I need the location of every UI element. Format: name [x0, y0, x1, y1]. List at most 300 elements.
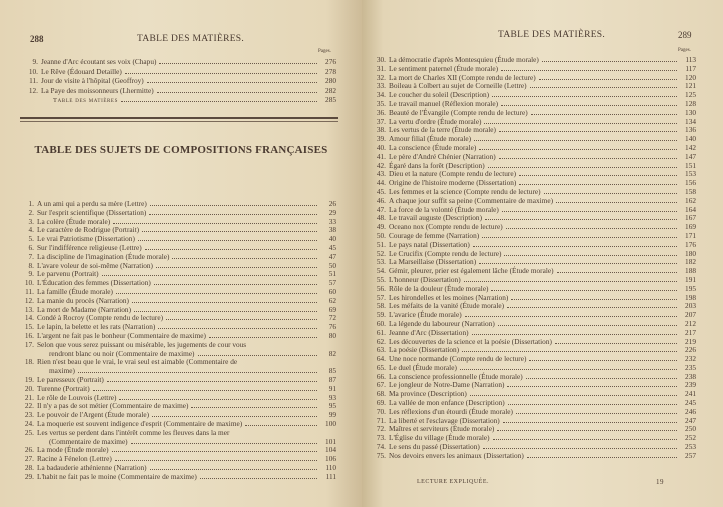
item-title: La famille (Étude morale) — [37, 286, 113, 296]
item-title: Rôle de la douleur (Étude morale) — [389, 283, 489, 293]
dot-leader — [159, 63, 317, 64]
dot-leader — [556, 202, 677, 203]
dot-leader — [519, 175, 677, 176]
item-page: 253 — [685, 442, 696, 452]
item-page: 282 — [325, 85, 336, 95]
dot-leader — [503, 422, 677, 423]
item-number: 23. — [24, 410, 34, 420]
dot-leader — [482, 237, 677, 238]
item-title: Sur l'esprit scientifique (Dissertation) — [37, 207, 147, 217]
dot-leader — [507, 307, 677, 308]
dot-leader — [504, 255, 677, 256]
item-title: La discipline de l'imagination (Étude morale) — [37, 251, 170, 261]
item-number: 27. — [24, 454, 34, 464]
item-number: 1. — [28, 199, 34, 208]
item-page: 85 — [328, 366, 336, 376]
item-title: Le lapin, la belette et les rats (Narration) — [37, 322, 156, 332]
signature-number: 19 — [656, 478, 664, 486]
item-title: Sur l'indifférence religieuse (Lettre) — [37, 242, 142, 252]
item-page: 91 — [328, 383, 336, 393]
item-title: Le travail auguste (Description) — [389, 213, 482, 223]
item-title-continued: (Commentaire de maxime) — [49, 436, 128, 446]
item-title: Les vertus se perdent dans l'intérêt comme les fleuves dans la mer — [37, 427, 230, 437]
item-page: 45 — [328, 242, 336, 252]
item-number: 2. — [28, 207, 34, 217]
dot-leader — [493, 439, 677, 440]
item-title: La manie du procès (Narration) — [37, 295, 129, 305]
dot-leader — [125, 73, 317, 74]
item-number: 55. — [376, 274, 386, 284]
item-page: 134 — [685, 116, 696, 126]
item-number: 8. — [28, 260, 34, 270]
item-title: Le parvenu (Portrait) — [37, 269, 99, 279]
item-page: 60 — [328, 286, 336, 296]
item-number: 68. — [376, 389, 386, 399]
item-title: Le paresseux (Portrait) — [37, 374, 104, 384]
item-page: 26 — [328, 199, 336, 208]
item-title: L'avarice (Étude morale) — [389, 310, 462, 320]
item-title: Courage de femme (Narration) — [389, 230, 480, 240]
subjects-list-continued — [372, 56, 696, 461]
dot-leader — [499, 158, 677, 159]
item-title: Une noce normande (Compte rendu de lecture) — [389, 354, 527, 364]
item-title: La poésie (Dissertation) — [389, 345, 460, 355]
item-page: 93 — [328, 392, 336, 402]
dot-leader — [166, 319, 317, 320]
item-page: 245 — [685, 398, 696, 408]
item-title: Les méfaits de la vanité (Étude morale) — [389, 301, 505, 311]
item-number: 47. — [376, 204, 386, 214]
item-page: 106 — [325, 454, 336, 464]
item-title: Les vertus de la terre (Étude morale) — [389, 125, 496, 135]
dot-leader — [460, 369, 677, 370]
item-title: La vertu d'ordre (Étude morale) — [389, 116, 482, 126]
dot-leader — [157, 92, 317, 93]
item-page: 247 — [685, 415, 696, 425]
item-number: 40. — [376, 142, 386, 152]
item-page: 117 — [685, 63, 696, 73]
item-page: 50 — [328, 260, 336, 270]
item-number: 10. — [24, 278, 34, 288]
item-title: Maîtres et serviteurs (Étude morale) — [389, 424, 495, 434]
item-page: 167 — [685, 213, 696, 223]
item-number: 24. — [24, 418, 34, 428]
dot-leader — [152, 416, 317, 417]
item-title: La Marseillaise (Dissertation) — [389, 257, 477, 267]
item-title: La mort de Madame (Narration) — [37, 304, 132, 314]
item-page: 40 — [328, 234, 336, 244]
item-title: Le jongleur de Notre-Dame (Narration) — [389, 380, 505, 390]
dot-leader — [145, 249, 317, 250]
item-number: 45. — [376, 186, 386, 196]
dot-leader — [138, 240, 317, 241]
dot-leader — [492, 96, 677, 97]
item-title: L'habit ne fait pas le moine (Commentaire de maxime) — [37, 471, 197, 481]
dot-leader — [156, 267, 317, 268]
item-number: 36. — [376, 107, 386, 117]
dot-leader — [158, 328, 317, 329]
item-number: 16. — [24, 330, 34, 340]
item-title: Beauté de l'Évangile (Compte rendu de lecture) — [389, 107, 528, 117]
item-number: 53. — [376, 257, 386, 267]
item-number: 7. — [28, 251, 34, 261]
item-title: Jeanne d'Arc (Dissertation) — [389, 327, 469, 337]
item-title: Table des matières — [53, 97, 118, 104]
item-page: 238 — [685, 371, 696, 381]
item-page: 82 — [328, 348, 336, 358]
item-number: 11. — [25, 286, 34, 296]
item-number: 60. — [376, 318, 386, 328]
item-number: 12. — [24, 295, 34, 305]
item-title: Le sens du passé (Dissertation) — [389, 442, 480, 452]
item-page: 276 — [325, 57, 336, 66]
item-number: 26. — [24, 445, 34, 455]
item-page: 147 — [685, 151, 696, 161]
item-number: 48. — [376, 213, 386, 223]
item-number: 15. — [24, 322, 34, 332]
item-title: Selon que vous serez puissant ou misérable, les jugements de cour vous — [37, 339, 247, 349]
dot-leader — [147, 82, 317, 83]
item-title: Condé à Rocroy (Compte rendu de lecture) — [37, 313, 164, 323]
dot-leader — [484, 123, 677, 124]
item-page: 101 — [325, 436, 336, 446]
item-page: 113 — [685, 55, 696, 64]
item-page: 176 — [685, 239, 696, 249]
item-page: 142 — [685, 142, 696, 152]
item-title: Il n'y a pas de sot métier (Commentaire de maxime) — [37, 401, 189, 411]
item-number: 72. — [376, 424, 386, 434]
item-page: 80 — [328, 330, 336, 340]
item-page: 252 — [685, 433, 696, 443]
item-title: Dieu et la nature (Compte rendu de lecture) — [389, 169, 517, 179]
item-title: Oceano nox (Compte rendu de lecture) — [389, 222, 503, 232]
item-page: 120 — [685, 72, 696, 82]
dot-leader — [529, 360, 677, 361]
divider — [20, 121, 338, 122]
dot-leader — [198, 355, 318, 356]
dot-leader — [472, 334, 677, 335]
page-number: 288 — [30, 34, 44, 44]
item-title: L'avare voleur de soi-même (Narration) — [37, 260, 153, 270]
item-page: 162 — [685, 195, 696, 205]
list-item — [24, 86, 336, 96]
item-page: 130 — [685, 107, 696, 117]
item-page: 153 — [685, 169, 696, 179]
item-number: 69. — [376, 398, 386, 408]
item-title: Rien n'est beau que le vrai, le vrai seul est aimable (Commentaire de — [37, 357, 238, 367]
item-number: 74. — [376, 442, 386, 452]
item-title: Les femmes et la science (Compte rendu de lecture) — [389, 186, 541, 196]
item-page: 226 — [685, 345, 696, 355]
item-number: 59. — [376, 310, 386, 320]
item-title: La Paye des moissonneurs (Lhermitte) — [41, 85, 154, 95]
item-title: Les découvertes de la science et la poésie (Dissertation) — [389, 336, 552, 346]
dot-leader — [483, 448, 677, 449]
item-number: 9. — [32, 57, 38, 66]
signature-mark: LECTURE EXPLIQUÉE. — [417, 479, 489, 485]
item-title: L'Église du village (Étude morale) — [389, 433, 490, 443]
subjects-list — [20, 200, 336, 482]
item-number: 66. — [376, 371, 386, 381]
dot-leader — [149, 214, 317, 215]
item-title: Le Rêve (Édouard Detaille) — [41, 66, 122, 76]
item-title: L'argent ne fait pas le bonheur (Commentaire de maxime) — [37, 330, 206, 340]
item-title: Le sentiment paternel (Étude morale) — [389, 63, 499, 73]
item-title: L'Éducation des femmes (Dissertation) — [37, 278, 151, 288]
dot-leader — [542, 61, 677, 62]
item-title: Le caractère de Rodrigue (Portrait) — [37, 225, 140, 235]
item-number: 13. — [24, 304, 34, 314]
item-number: 41. — [376, 151, 386, 161]
item-number: 32. — [376, 72, 386, 82]
item-number: 14. — [24, 313, 34, 323]
dot-leader — [121, 101, 317, 102]
item-title: La conscience (Étude morale) — [389, 142, 477, 152]
item-title: Le père d'André Chénier (Narration) — [389, 151, 496, 161]
item-number: 34. — [376, 90, 386, 100]
item-title: Le pays natal (Dissertation) — [389, 239, 470, 249]
item-number: 54. — [376, 266, 386, 276]
item-title: Turenne (Portrait) — [37, 383, 90, 393]
item-page: 171 — [685, 230, 696, 240]
item-number: 39. — [376, 134, 386, 144]
item-page: 203 — [685, 301, 696, 311]
item-number: 75. — [376, 450, 386, 460]
running-head: TABLE DES MATIÈRES. — [137, 34, 245, 44]
dot-leader — [134, 311, 317, 312]
item-number: 5. — [28, 234, 34, 244]
divider — [20, 117, 338, 119]
item-number: 67. — [376, 380, 386, 390]
item-page: 212 — [685, 318, 696, 328]
item-page: 285 — [325, 95, 336, 104]
item-number: 61. — [376, 327, 386, 337]
pages-label: Pages. — [678, 48, 691, 53]
item-page: 125 — [685, 90, 696, 100]
item-number: 46. — [376, 195, 386, 205]
item-title: Racine à Fénelon (Lettre) — [37, 454, 112, 464]
item-page: 57 — [328, 278, 336, 288]
item-number: 51. — [376, 239, 386, 249]
item-page: 217 — [685, 327, 696, 337]
item-number: 31. — [376, 63, 386, 73]
item-page: 188 — [685, 266, 696, 276]
running-head: TABLE DES MATIÈRES. — [498, 30, 606, 40]
item-title: Amour filial (Étude morale) — [389, 134, 472, 144]
item-title: Le vrai Patriotisme (Dissertation) — [37, 234, 135, 244]
item-number: 29. — [24, 471, 34, 481]
item-page: 246 — [685, 406, 696, 416]
item-title: Le duel (Étude morale) — [389, 362, 457, 372]
item-page: 128 — [685, 98, 696, 108]
item-number: 25. — [24, 427, 34, 437]
item-number: 50. — [376, 230, 386, 240]
item-title-continued: rendront blanc ou noir (Commentaire de maxime) — [49, 348, 195, 358]
dot-leader — [557, 272, 677, 273]
dot-leader — [488, 167, 677, 168]
item-title: Le pouvoir de l'Argent (Étude morale) — [37, 410, 150, 420]
dot-leader — [527, 457, 677, 458]
item-number: 20. — [24, 383, 34, 393]
item-number: 22. — [24, 401, 34, 411]
item-number: 35. — [376, 98, 386, 108]
item-number: 38. — [376, 125, 386, 135]
item-title: Jeanne d'Arc écoutant ses voix (Chapu) — [41, 57, 157, 66]
dot-leader — [499, 131, 677, 132]
item-page: 198 — [685, 292, 696, 302]
item-page: 257 — [685, 450, 696, 460]
item-number: 30. — [376, 55, 386, 64]
item-title: Le coucher du soleil (Description) — [389, 90, 490, 100]
dot-leader — [491, 290, 677, 291]
item-page: 219 — [685, 336, 696, 346]
dot-leader — [531, 114, 677, 115]
item-page: 140 — [685, 134, 696, 144]
dot-leader — [191, 407, 317, 408]
item-page: 104 — [325, 445, 336, 455]
dot-leader — [516, 413, 677, 414]
item-number: 65. — [376, 362, 386, 372]
item-title: Les hirondelles et les moines (Narration) — [389, 292, 509, 302]
dot-leader — [530, 87, 677, 88]
item-page: 180 — [685, 248, 696, 258]
item-page: 195 — [685, 283, 696, 293]
dot-leader — [479, 263, 677, 264]
list-item — [24, 67, 336, 77]
item-page: 121 — [685, 81, 696, 91]
item-number: 33. — [376, 81, 386, 91]
dot-leader — [150, 205, 317, 206]
dot-leader — [501, 70, 677, 71]
item-title: La mort de Charles XII (Compte rendu de lecture) — [389, 72, 536, 82]
item-number: 62. — [376, 336, 386, 346]
dot-leader — [485, 219, 677, 220]
dot-leader — [113, 223, 317, 224]
item-title: Ma province (Description) — [389, 389, 467, 399]
item-number: 44. — [376, 178, 386, 188]
dot-leader — [519, 184, 677, 185]
dot-leader — [245, 425, 317, 426]
item-page: 239 — [685, 380, 696, 390]
item-page: 191 — [685, 274, 696, 284]
item-page: 111 — [325, 471, 336, 481]
dot-leader — [150, 469, 317, 470]
item-page: 158 — [685, 186, 696, 196]
item-page: 76 — [328, 322, 336, 332]
item-page: 182 — [685, 257, 696, 267]
item-title: La force de la volonté (Étude morale) — [389, 204, 499, 214]
item-page: 250 — [685, 424, 696, 434]
item-title: Jour de visite à l'hôpital (Geoffroy) — [41, 76, 144, 85]
item-title: Le rôle de Louvois (Lettre) — [37, 392, 117, 402]
item-page: 235 — [685, 362, 696, 372]
dot-leader — [474, 140, 677, 141]
dot-leader — [526, 378, 677, 379]
dot-leader — [497, 430, 677, 431]
dot-leader — [200, 478, 317, 479]
dot-leader — [511, 299, 677, 300]
dot-leader — [555, 343, 677, 344]
item-number: 19. — [24, 374, 34, 384]
item-page: 87 — [328, 374, 336, 384]
item-number: 37. — [376, 116, 386, 126]
item-title: La conscience professionnelle (Étude morale) — [389, 371, 523, 381]
item-number: 9. — [28, 269, 34, 279]
item-title: La démocratie d'après Montesquieu (Étude morale) — [389, 55, 539, 64]
item-page: 51 — [328, 269, 336, 279]
item-title: Nos devoirs envers les animaux (Dissertation) — [389, 450, 524, 460]
item-page: 110 — [325, 462, 336, 472]
item-title: La liberté et l'esclavage (Dissertation) — [389, 415, 500, 425]
item-number: 57. — [376, 292, 386, 302]
item-title: Le Crucifix (Compte rendu de lecture) — [389, 248, 502, 258]
item-number: 63. — [376, 345, 386, 355]
dot-leader — [102, 275, 317, 276]
item-title: Boileau à Colbert au sujet de Corneille (Lettre) — [389, 81, 527, 91]
item-page: 207 — [685, 310, 696, 320]
dot-leader — [470, 395, 677, 396]
dot-leader — [539, 79, 677, 80]
dot-leader — [508, 404, 677, 405]
item-page: 62 — [328, 295, 336, 305]
item-number: 10. — [28, 66, 38, 76]
item-number: 6. — [28, 242, 34, 252]
item-page: 38 — [328, 225, 336, 235]
right-page — [362, 0, 723, 507]
item-number: 3. — [28, 216, 34, 226]
item-title: La badauderie athénienne (Narration) — [37, 462, 147, 472]
item-page: 33 — [328, 216, 336, 226]
item-page: 156 — [685, 178, 696, 188]
dot-leader — [507, 386, 677, 387]
item-title: A un ami qui a perdu sa mère (Lettre) — [37, 199, 147, 208]
illustrations-list — [24, 57, 336, 106]
item-page: 136 — [685, 125, 696, 135]
dot-leader — [115, 460, 317, 461]
item-page: 100 — [325, 418, 336, 428]
dot-leader — [544, 193, 677, 194]
item-page: 164 — [685, 204, 696, 214]
dot-leader — [132, 302, 317, 303]
dot-leader — [502, 211, 677, 212]
item-page: 69 — [328, 304, 336, 314]
item-number: 11. — [29, 76, 38, 85]
item-title-continued: maxime) — [49, 366, 75, 376]
item-title: La mode (Étude morale) — [37, 445, 109, 455]
item-number: 52. — [376, 248, 386, 258]
dot-leader — [107, 381, 317, 382]
item-number: 64. — [376, 354, 386, 364]
item-title: Les réflexions d'un étourdi (Étude morale) — [389, 406, 513, 416]
dot-leader — [506, 228, 677, 229]
item-title: Égaré dans la forêt (Description) — [389, 160, 485, 170]
item-page: 278 — [325, 66, 336, 76]
item-page: 232 — [685, 354, 696, 364]
item-page: 280 — [325, 76, 336, 85]
dot-leader — [473, 246, 677, 247]
item-title: La légende du laboureur (Narration) — [389, 318, 495, 328]
item-number: 73. — [376, 433, 386, 443]
item-page: 151 — [685, 160, 696, 170]
item-title: La vallée de mon enfance (Description) — [389, 398, 505, 408]
item-page: 169 — [685, 222, 696, 232]
section-title: TABLE DES SUJETS DE COMPOSITIONS FRANÇAISES — [34, 144, 328, 156]
dot-leader — [209, 337, 317, 338]
item-page: 29 — [328, 207, 336, 217]
item-title: La colère (Étude morale) — [37, 216, 111, 226]
item-title: La moquerie est souvent indigence d'esprit (Commentaire de maxime) — [37, 418, 243, 428]
dot-leader — [142, 231, 317, 232]
